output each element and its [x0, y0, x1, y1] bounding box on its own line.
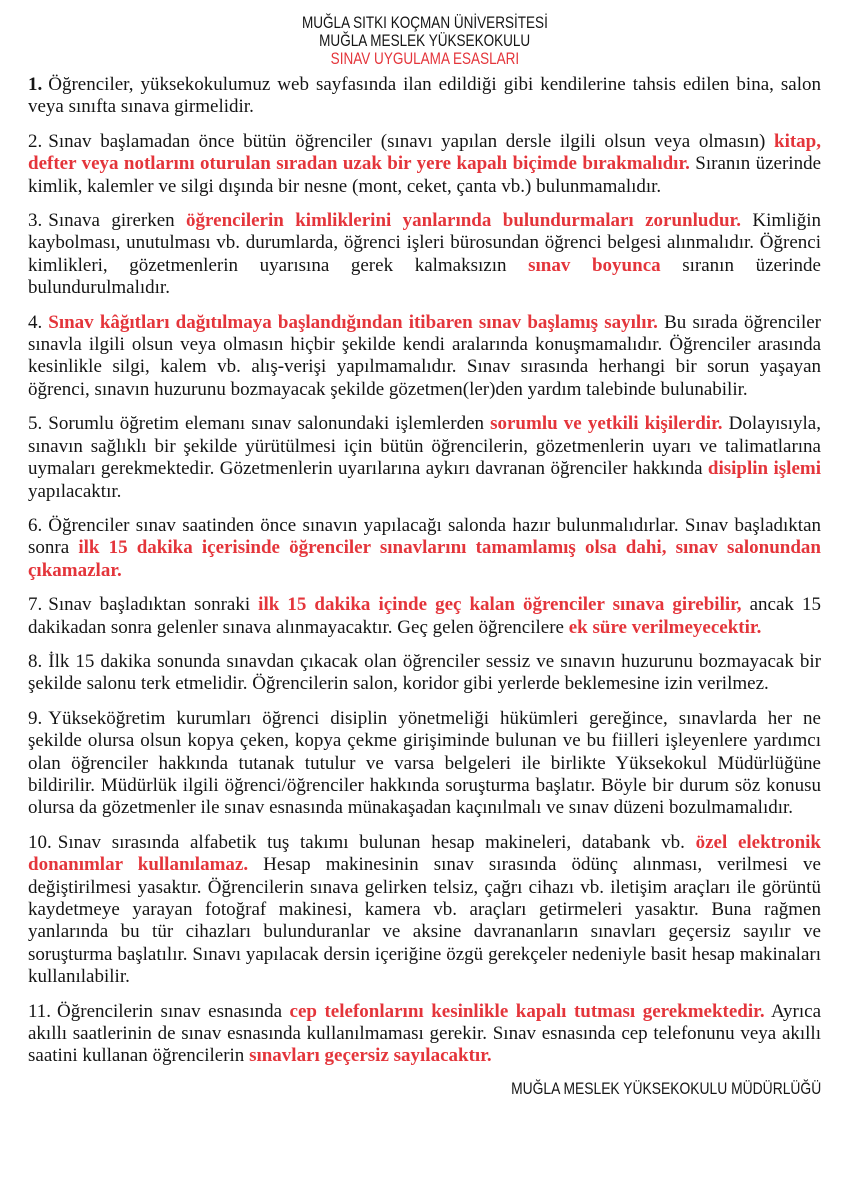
red-emphasis-run: ilk 15 dakika içerisinde öğrenciler sınavlarını tamamlamış olsa dahi, sınav salonundan çıkamazlar. — [28, 537, 821, 581]
rule-paragraph-4 — [28, 312, 821, 402]
text-run: Sıranın üzerinde kimlik, kalemler ve silgi dışında bir nesne (mont, ceket, çanta vb.) bulunmamalıdır. — [28, 153, 822, 197]
text-run: Dolayısıyla, sınavın sağlıklı bir şekilde yürütülmesi için bütün öğrencilerin, gözetmenlerin uyarı ve talimatlarına uymaları gerekmektedir. Gözetmenlerin uyarılarına aykırı davranan öğrenciler hakkında — [28, 413, 821, 480]
text-run: Bu sırada öğrenciler sınavla ilgili olsun veya olmasın hiçbir şekilde kendi aralarında konuşmamalıdır. Öğrenciler arasında kesinlikle silgi, kalem vb. alış-verişi yapılmamalıdır. Sınav sırasında herhangi bir sorun yaşayan öğrenci, sınavın huzurunu bozmayacak şekilde gözetmen(ler)den yardım talebinde bulunabilir. — [28, 311, 821, 400]
rule-number: 8. — [28, 650, 43, 672]
text-run: İlk 15 dakika sonunda sınavdan çıkacak olan öğrenciler sessiz ve sınavın huzurunu bozmayacak bir şekilde salonu terk etmelidir. Öğrencilerin salon, koridor gibi yerlerde beklemesine izin verilmez. — [28, 650, 821, 695]
text-run: Sınav sırasında alfabetik tuş takımı bulunan hesap makineleri, databank vb. — [57, 831, 696, 853]
rule-number: 7. — [28, 594, 43, 616]
red-emphasis-run: ilk 15 dakika içinde geç kalan öğrenciler sınava girebilir, — [258, 594, 742, 616]
text-run: Sınav başladıktan sonraki — [48, 594, 259, 616]
text-run: yapılacaktır. — [28, 480, 122, 502]
university-title — [28, 14, 821, 32]
text-run: Hesap makinesinin sınav sırasında ödünç alınması, verilmesi ve değiştirilmesi yasaktır. Öğrencilerin sınava gelirken telsiz, çağrı cihazı vb. iletişim araçları ile görüntü kaydetmeye yarayan fotoğraf makinesi, kamera vb. araçları getirmeleri yasaktır. Buna rağmen yanlarında bu tür cihazları bulunduranlar ve aksine davrananların sınavları geçersiz sayılır ve soruşturma başlatılır. Sınavı yapılacak dersin içeriğine özgü gerekçeler nedeniyle basit hesap makinaları kullanılabilir. — [28, 854, 821, 988]
red-emphasis-run: kitap, defter veya notlarını oturulan sıradan uzak bir yere kapalı biçimde bırakmalıdır. — [28, 130, 821, 175]
red-emphasis-run: disiplin işlemi — [707, 458, 822, 480]
rule-number: 6. — [28, 514, 43, 536]
rule-paragraph-7 — [28, 594, 821, 639]
school-title-text: MUĞLA MESLEK YÜKSEKOKULU — [318, 32, 531, 50]
rule-number: 9. — [28, 707, 43, 729]
red-emphasis-run: Sınav kâğıtları dağıtılmaya başlandığından itibaren sınav başlamış sayılır. — [48, 311, 658, 333]
rule-number: 1. — [28, 74, 43, 95]
rule-number: 11. — [28, 1000, 52, 1022]
document-footer — [28, 1080, 821, 1099]
rules-list — [28, 74, 821, 1068]
signature-text: MUĞLA MESLEK YÜKSEKOKULU MÜDÜRLÜĞÜ — [510, 1079, 821, 1098]
rule-paragraph-6 — [28, 515, 821, 582]
red-emphasis-run: sınav boyunca — [528, 254, 661, 276]
text-run: sıranın üzerinde bulundurulmalıdır. — [28, 254, 821, 299]
rule-number: 10. — [28, 831, 52, 853]
red-emphasis-run: ek süre verilmeyecektir. — [568, 616, 762, 638]
red-emphasis-run: öğrencilerin kimliklerini yanlarında bulundurmaları zorunludur. — [186, 210, 741, 232]
document-title — [28, 50, 821, 68]
rule-paragraph-1 — [28, 74, 821, 119]
school-title — [28, 32, 821, 50]
rule-paragraph-10 — [28, 832, 821, 989]
text-run: ancak 15 dakikadan sonra gelenler sınava alınmayacaktır. Geç gelen öğrencilere — [28, 594, 821, 638]
rule-number: 3. — [28, 210, 43, 232]
document-header — [28, 14, 821, 68]
text-run: Ayrıca akıllı saatlerinin de sınav esnasında kullanılmaması gerekir. Sınav esnasında cep telefonunu veya akıllı saatini kullanan öğrencilerin — [28, 1000, 821, 1067]
rule-paragraph-8 — [28, 651, 821, 696]
red-emphasis-run: sorumlu ve yetkili kişilerdir. — [490, 413, 723, 435]
text-run: Sınav başlamadan önce bütün öğrenciler (sınavı yapılan dersle ilgili olsun veya olmasın) — [48, 130, 774, 152]
text-run: Öğrenciler sınav saatinden önce sınavın yapılacağı salonda hazır bulunmalıdırlar. Sınav başladıktan sonra — [28, 514, 821, 559]
rule-paragraph-11 — [28, 1001, 821, 1068]
red-emphasis-run: sınavları geçersiz sayılacaktır. — [249, 1045, 492, 1067]
document-title-text: SINAV UYGULAMA ESASLARI — [330, 50, 519, 68]
university-title-text: MUĞLA SITKI KOÇMAN ÜNİVERSİTESİ — [301, 14, 548, 32]
text-run: Sorumlu öğretim elemanı sınav salonundaki işlemlerden — [48, 413, 491, 435]
text-run: Sınava girerken — [48, 210, 187, 232]
rule-number: 5. — [28, 413, 43, 435]
rule-number: 2. — [28, 130, 43, 152]
rule-paragraph-2 — [28, 131, 821, 198]
rule-paragraph-9 — [28, 708, 821, 820]
red-emphasis-run: özel elektronik donanımlar kullanılamaz. — [28, 831, 822, 876]
rule-paragraph-5 — [28, 413, 821, 503]
text-run: Kimliğin kaybolması, unutulması vb. durumlarda, öğrenci işleri bürosundan öğrenci belgesi alınmalıdır. Öğrenci kimlikleri, gözetmenlerin uyarısına gerek kalmaksızın — [28, 210, 822, 276]
text-run: Öğrencilerin sınav esnasında — [57, 1000, 290, 1022]
text-run: Öğrenciler, yüksekokulumuz web sayfasında ilan edildiği gibi kendilerine tahsis edilen bina, salon veya sınıfta sınava girmelidir. — [28, 74, 821, 118]
rule-paragraph-3 — [28, 210, 821, 300]
text-run: Yükseköğretim kurumları öğrenci disiplin yönetmeliği hükümleri gereğince, sınavlarda her ne şekilde olursa olsun kopya çeken, kopya çekme girişiminde bulunan ve bu fiilleri işleyenlere yardımcı olan öğrenciler hakkında tutanak tutulur ve varsa belgeleri ile birlikte Yüksekokul Müdürlüğüne bildirilir. Müdürlük ilgili öğrenci/öğrenciler hakkında soruşturma başlatır. Böyle bir durum söz konusu olursa da gözetmenler ile sınav esnasında münakaşadan kaçınılmalı ve sınav düzeni bozulmamalıdır. — [28, 707, 821, 819]
rule-number: 4. — [28, 311, 43, 333]
red-emphasis-run: cep telefonlarını kesinlikle kapalı tutması gerekmektedir. — [289, 1000, 765, 1022]
